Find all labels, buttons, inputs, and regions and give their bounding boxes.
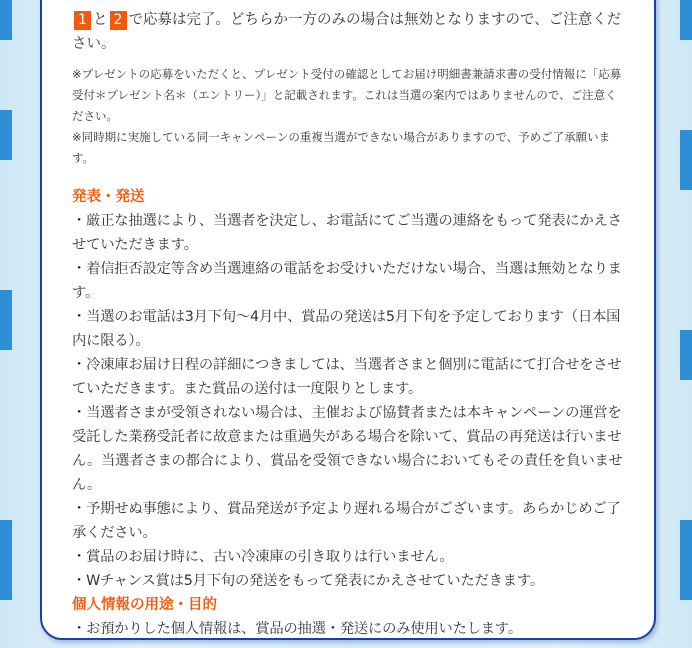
decor-right bbox=[680, 0, 692, 40]
announce-heading: 発表・発送 bbox=[72, 189, 145, 205]
list-item: ・Wチャンス賞は5月下旬の発送をもって発表にかえさせていただきます。 bbox=[72, 573, 544, 589]
decor-left bbox=[0, 110, 12, 160]
announce-section bbox=[72, 185, 628, 641]
list-item: ・当選者さまが受領されない場合は、主催および協賛者または本キャンペーンの運営を受託した業務受託者に故意または重過失がある場合を除いて、賞品の再発送は行いません。当選者さまの都合により、賞品を受領できない場合においてもその責任を負いません。 bbox=[72, 405, 623, 493]
note: ※同時期に実施している同一キャンペーンの重複当選ができない場合がありますので、予めご了承願います。 bbox=[72, 130, 611, 165]
list-item: ・厳正な抽選により、当選者を決定し、お電話にてご当選の連絡をもって発表にかえさせていただきます。 bbox=[72, 213, 622, 253]
decor-left bbox=[0, 290, 12, 350]
note: ※プレゼントの応募をいただくと、プレゼント受付の確認としてお届け明細書兼請求書の受付情報に「応募受付＊プレゼント名＊（エントリー）」と記載されます。これは当選の案内ではありませんので、ご注意ください。 bbox=[72, 67, 622, 123]
step-2-badge: 2 bbox=[110, 11, 127, 30]
completion-note bbox=[72, 8, 628, 56]
privacy-heading: 個人情報の用途・目的 bbox=[72, 597, 217, 613]
terms-content bbox=[72, 8, 628, 641]
decor-left bbox=[0, 520, 12, 600]
list-item: ・賞品のお届け時に、古い冷凍庫の引き取りは行いません。 bbox=[72, 549, 454, 565]
decor-right bbox=[680, 330, 692, 380]
decor-left bbox=[0, 0, 12, 40]
list-item: ・お預かりした個人情報は、賞品の抽選・発送にのみ使用いたします。 bbox=[72, 621, 522, 637]
list-item: ・予期せぬ事態により、賞品発送が予定より遅れる場合がございます。あらかじめご了承ください。 bbox=[72, 501, 621, 541]
list-item: ・当選のお電話は3月下旬〜4月中、賞品の発送は5月下旬を予定しております（日本国内に限る）。 bbox=[72, 309, 621, 349]
decor-right bbox=[680, 130, 692, 190]
list-item: ・着信拒否設定等含め当選連絡の電話をお受けいただけない場合、当選は無効となります。 bbox=[72, 261, 622, 301]
list-item: ・冷凍庫お届け日程の詳細につきましては、当選者さまと個別に電話にて打合せをさせていただきます。また賞品の送付は一度限りとします。 bbox=[72, 357, 622, 397]
decor-right bbox=[680, 520, 692, 600]
and-text: と bbox=[93, 12, 108, 28]
step-1-badge: 1 bbox=[74, 11, 91, 30]
completion-text: で応募は完了。どちらか一方のみの場合は無効となりますので、ご注意ください。 bbox=[72, 12, 622, 52]
